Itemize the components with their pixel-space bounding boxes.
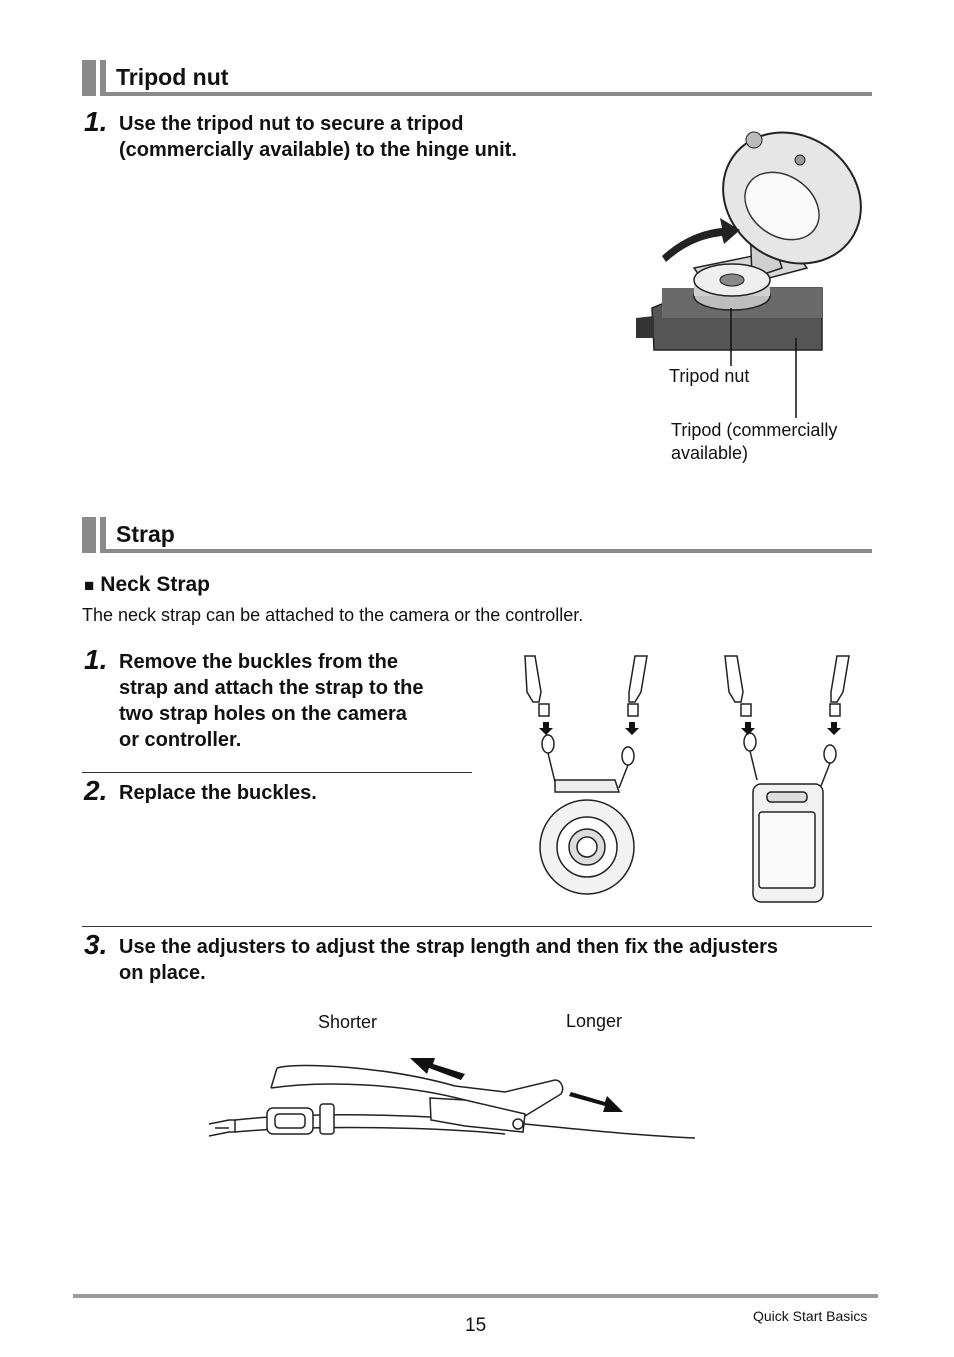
subheading-text: Neck Strap [100,573,210,596]
divider [82,772,472,773]
strap-attachment-illustration [515,652,870,907]
header-bar-mark [82,60,96,96]
header-bar-mark [82,517,96,553]
step-text [119,111,517,163]
footer-section-name: Quick Start Basics [753,1308,868,1324]
header-bar-mark [100,517,106,553]
label-line: Tripod (commercially [671,420,838,440]
label-line: available) [671,443,749,463]
footer-rule [73,1294,878,1298]
step-text-line: on place. [119,962,206,984]
header-bar-mark [100,60,106,96]
subheading-neck-strap [84,573,210,597]
step-number: 2. [84,775,108,806]
section-header-tripod-nut [82,60,872,96]
section-title: Strap [116,521,175,547]
step-number: 3. [84,929,108,960]
divider [82,926,872,927]
step-text-line: two strap holes on the camera [119,703,407,725]
label-tripod-nut: Tripod nut [669,366,750,386]
step-text [119,934,778,986]
intro-paragraph: The neck strap can be attached to the camera or the controller. [82,605,584,625]
step-text-line: strap and attach the strap to the [119,677,424,699]
step-text-line: Remove the buckles from the [119,651,398,673]
section-header-strap [82,517,872,553]
section-title: Tripod nut [116,64,229,90]
header-underline [106,549,872,553]
strap-adjuster-illustration [205,1040,700,1150]
square-bullet-icon: ■ [84,576,95,595]
step-text-line: or controller. [119,729,242,751]
label-tripod [671,419,837,465]
page-number: 15 [465,1315,487,1336]
header-underline [106,92,872,96]
step-text [119,649,424,753]
step-text-line: (commercially available) to the hinge unit. [119,139,517,161]
step-text-line: Use the adjusters to adjust the strap length and then fix the adjusters [119,936,779,958]
step-text-line: Use the tripod nut to secure a tripod [119,113,464,135]
label-shorter: Shorter [318,1012,378,1032]
label-longer: Longer [566,1011,623,1031]
step-number: 1. [84,644,108,675]
step-number: 1. [84,106,108,137]
step-text: Replace the buckles. [119,782,317,804]
tripod-camera-illustration [632,118,872,418]
